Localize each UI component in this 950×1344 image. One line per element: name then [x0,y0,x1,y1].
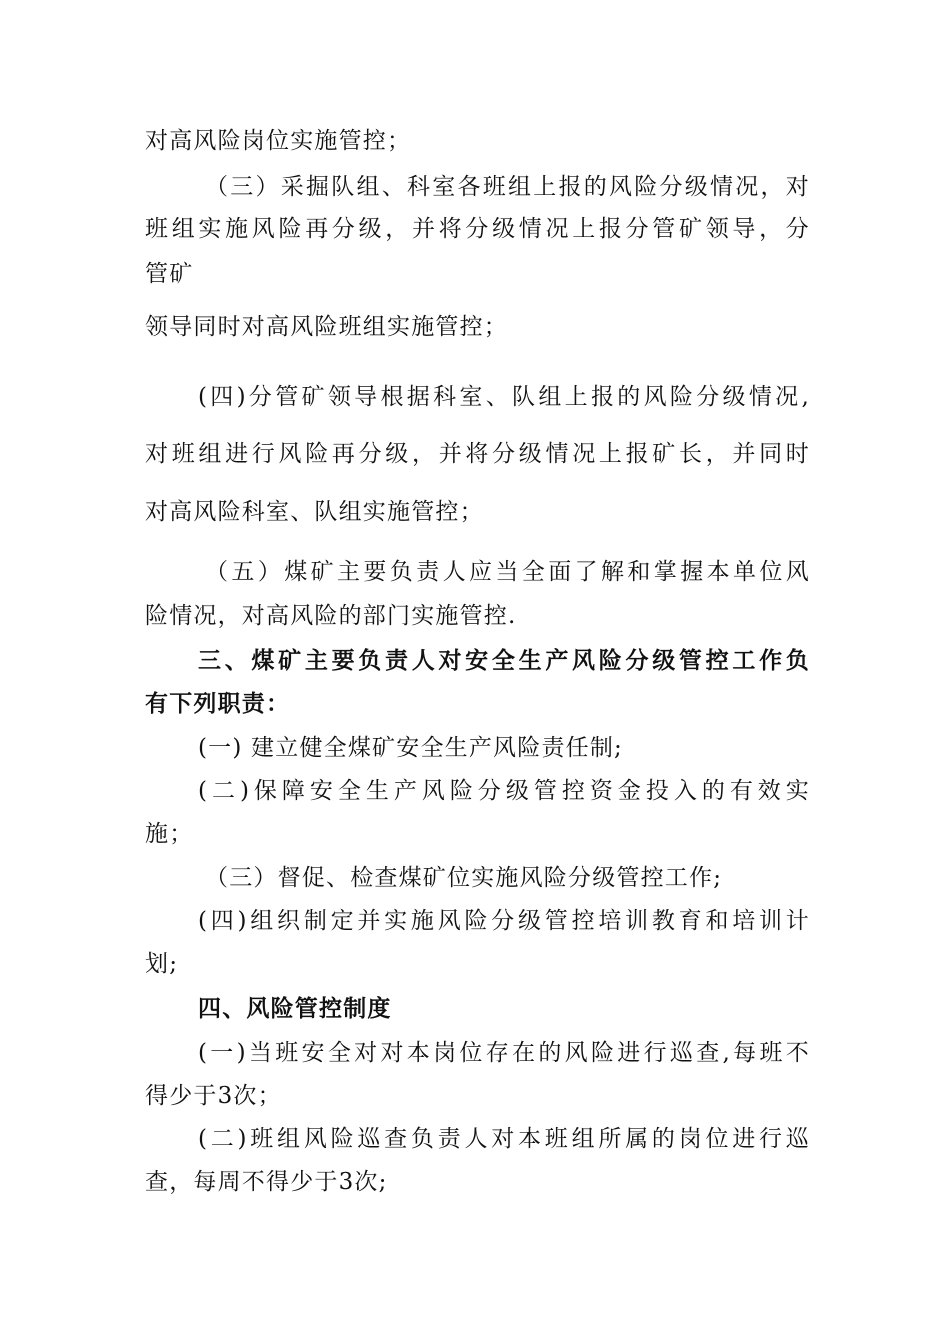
section-heading: 三、煤矿主要负责人对安全生产风险分级管控工作负 [198,647,810,674]
text-line: 得少于3次； [145,1083,282,1109]
section-heading: 四、风险管控制度 [198,995,392,1022]
text-line: (二)班组风险巡查负责人对本班组所属的岗位进行巡 [198,1126,810,1152]
text-line: 管矿 [145,261,194,287]
text-line: （五）煤矿主要负责人应当全面了解和掌握本单位风 [205,559,810,585]
text-line: （三）采掘队组、科室各班组上报的风险分级情况，对 [205,174,810,200]
text-line: 对班组进行风险再分级，并将分级情况上报矿长，并同时 [145,441,810,467]
text-line: 查，每周不得少于3次; [145,1169,388,1195]
text-line: 施； [145,821,194,847]
text-line: 班组实施风险再分级，并将分级情况上报分管矿领导，分 [145,216,810,242]
section-heading: 有下列职责： [145,690,291,717]
text-line: (一)当班安全对对本岗位存在的风险进行巡查,每班不 [198,1040,810,1066]
text-line: 险情况，对高风险的部门实施管控. [145,603,517,629]
text-line: (二)保障安全生产风险分级管控资金投入的有效实 [198,778,810,804]
text-line: （三）督促、检查煤矿位实施风险分级管控工作; [205,865,723,891]
text-line: (四)组织制定并实施风险分级管控培训教育和培训计 [198,908,810,934]
text-line: 对高风险岗位实施管控； [145,128,412,154]
text-line: 对高风险科室、队组实施管控； [145,499,484,525]
text-line: (一) 建立健全煤矿安全生产风险责任制; [198,735,624,761]
text-line: (四)分管矿领导根据科室、队组上报的风险分级情况, [198,384,810,410]
text-line: 领导同时对高风险班组实施管控； [145,314,508,340]
text-line: 划; [145,951,179,977]
